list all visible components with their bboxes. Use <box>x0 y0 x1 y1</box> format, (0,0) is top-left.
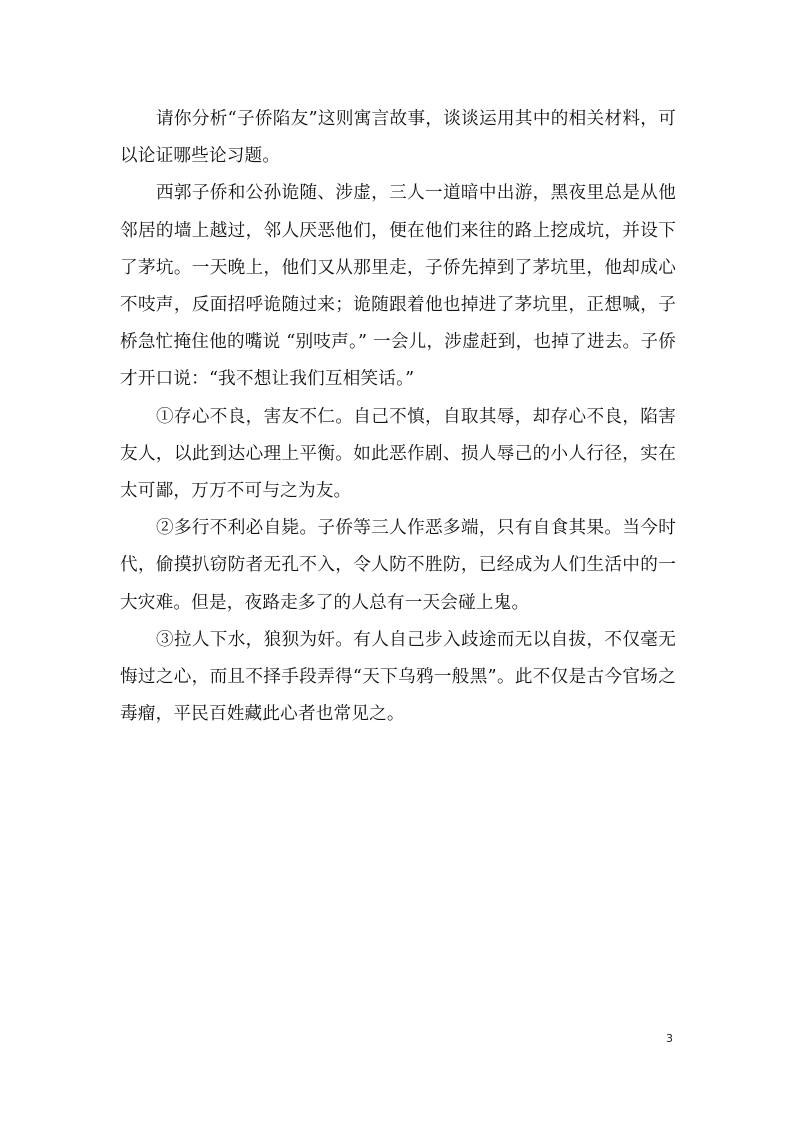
question-paragraph: 请你分析“子侨陷友”这则寓言故事，谈谈运用其中的相关材料，可以论证哪些论习题。 <box>120 109 676 167</box>
document-body <box>120 101 676 733</box>
thesis-paragraph-1: ①存心不良，害友不仁。自己不慎，自取其辱，却存心不良，陷害友人，以此到达心理上平衡。如此恶作剧、损人辱己的小人行径，实在太可鄙，万万不可与之为友。 <box>120 406 676 502</box>
page-number: 3 <box>666 1032 673 1045</box>
thesis-paragraph-3: ③拉人下水，狼狈为奸。有人自己步入歧途而无以自拔，不仅毫无悔过之心，而且不择手段弄得“天下乌鸦一般黑”。此不仅是古今官场之毒瘤，平民百姓藏此心者也常见之。 <box>120 629 676 725</box>
thesis-paragraph-2: ②多行不利必自毙。子侨等三人作恶多端，只有自食其果。当今时代，偷摸扒窃防者无孔不入，令人防不胜防，已经成为人们生活中的一大灾难。但是，夜路走多了的人总有一天会碰上鬼。 <box>120 518 676 613</box>
story-paragraph: 西郭子侨和公孙诡随、涉虚，三人一道暗中出游，黑夜里总是从他邻居的墙上越过，邻人厌恶他们，便在他们来往的路上挖成坑，并设下了茅坑。一天晚上，他们又从那里走，子侨先掉到了茅坑里，他却成心不吱声，反面招呼诡随过来；诡随跟着他也掉进了茅坑里，正想喊，子桥急忙掩住他的嘴说 “别吱声。” 一会儿，涉虚赶到，也掉了进去。子侨才开口说：“我不想让我们互相笑话。” <box>120 183 676 390</box>
